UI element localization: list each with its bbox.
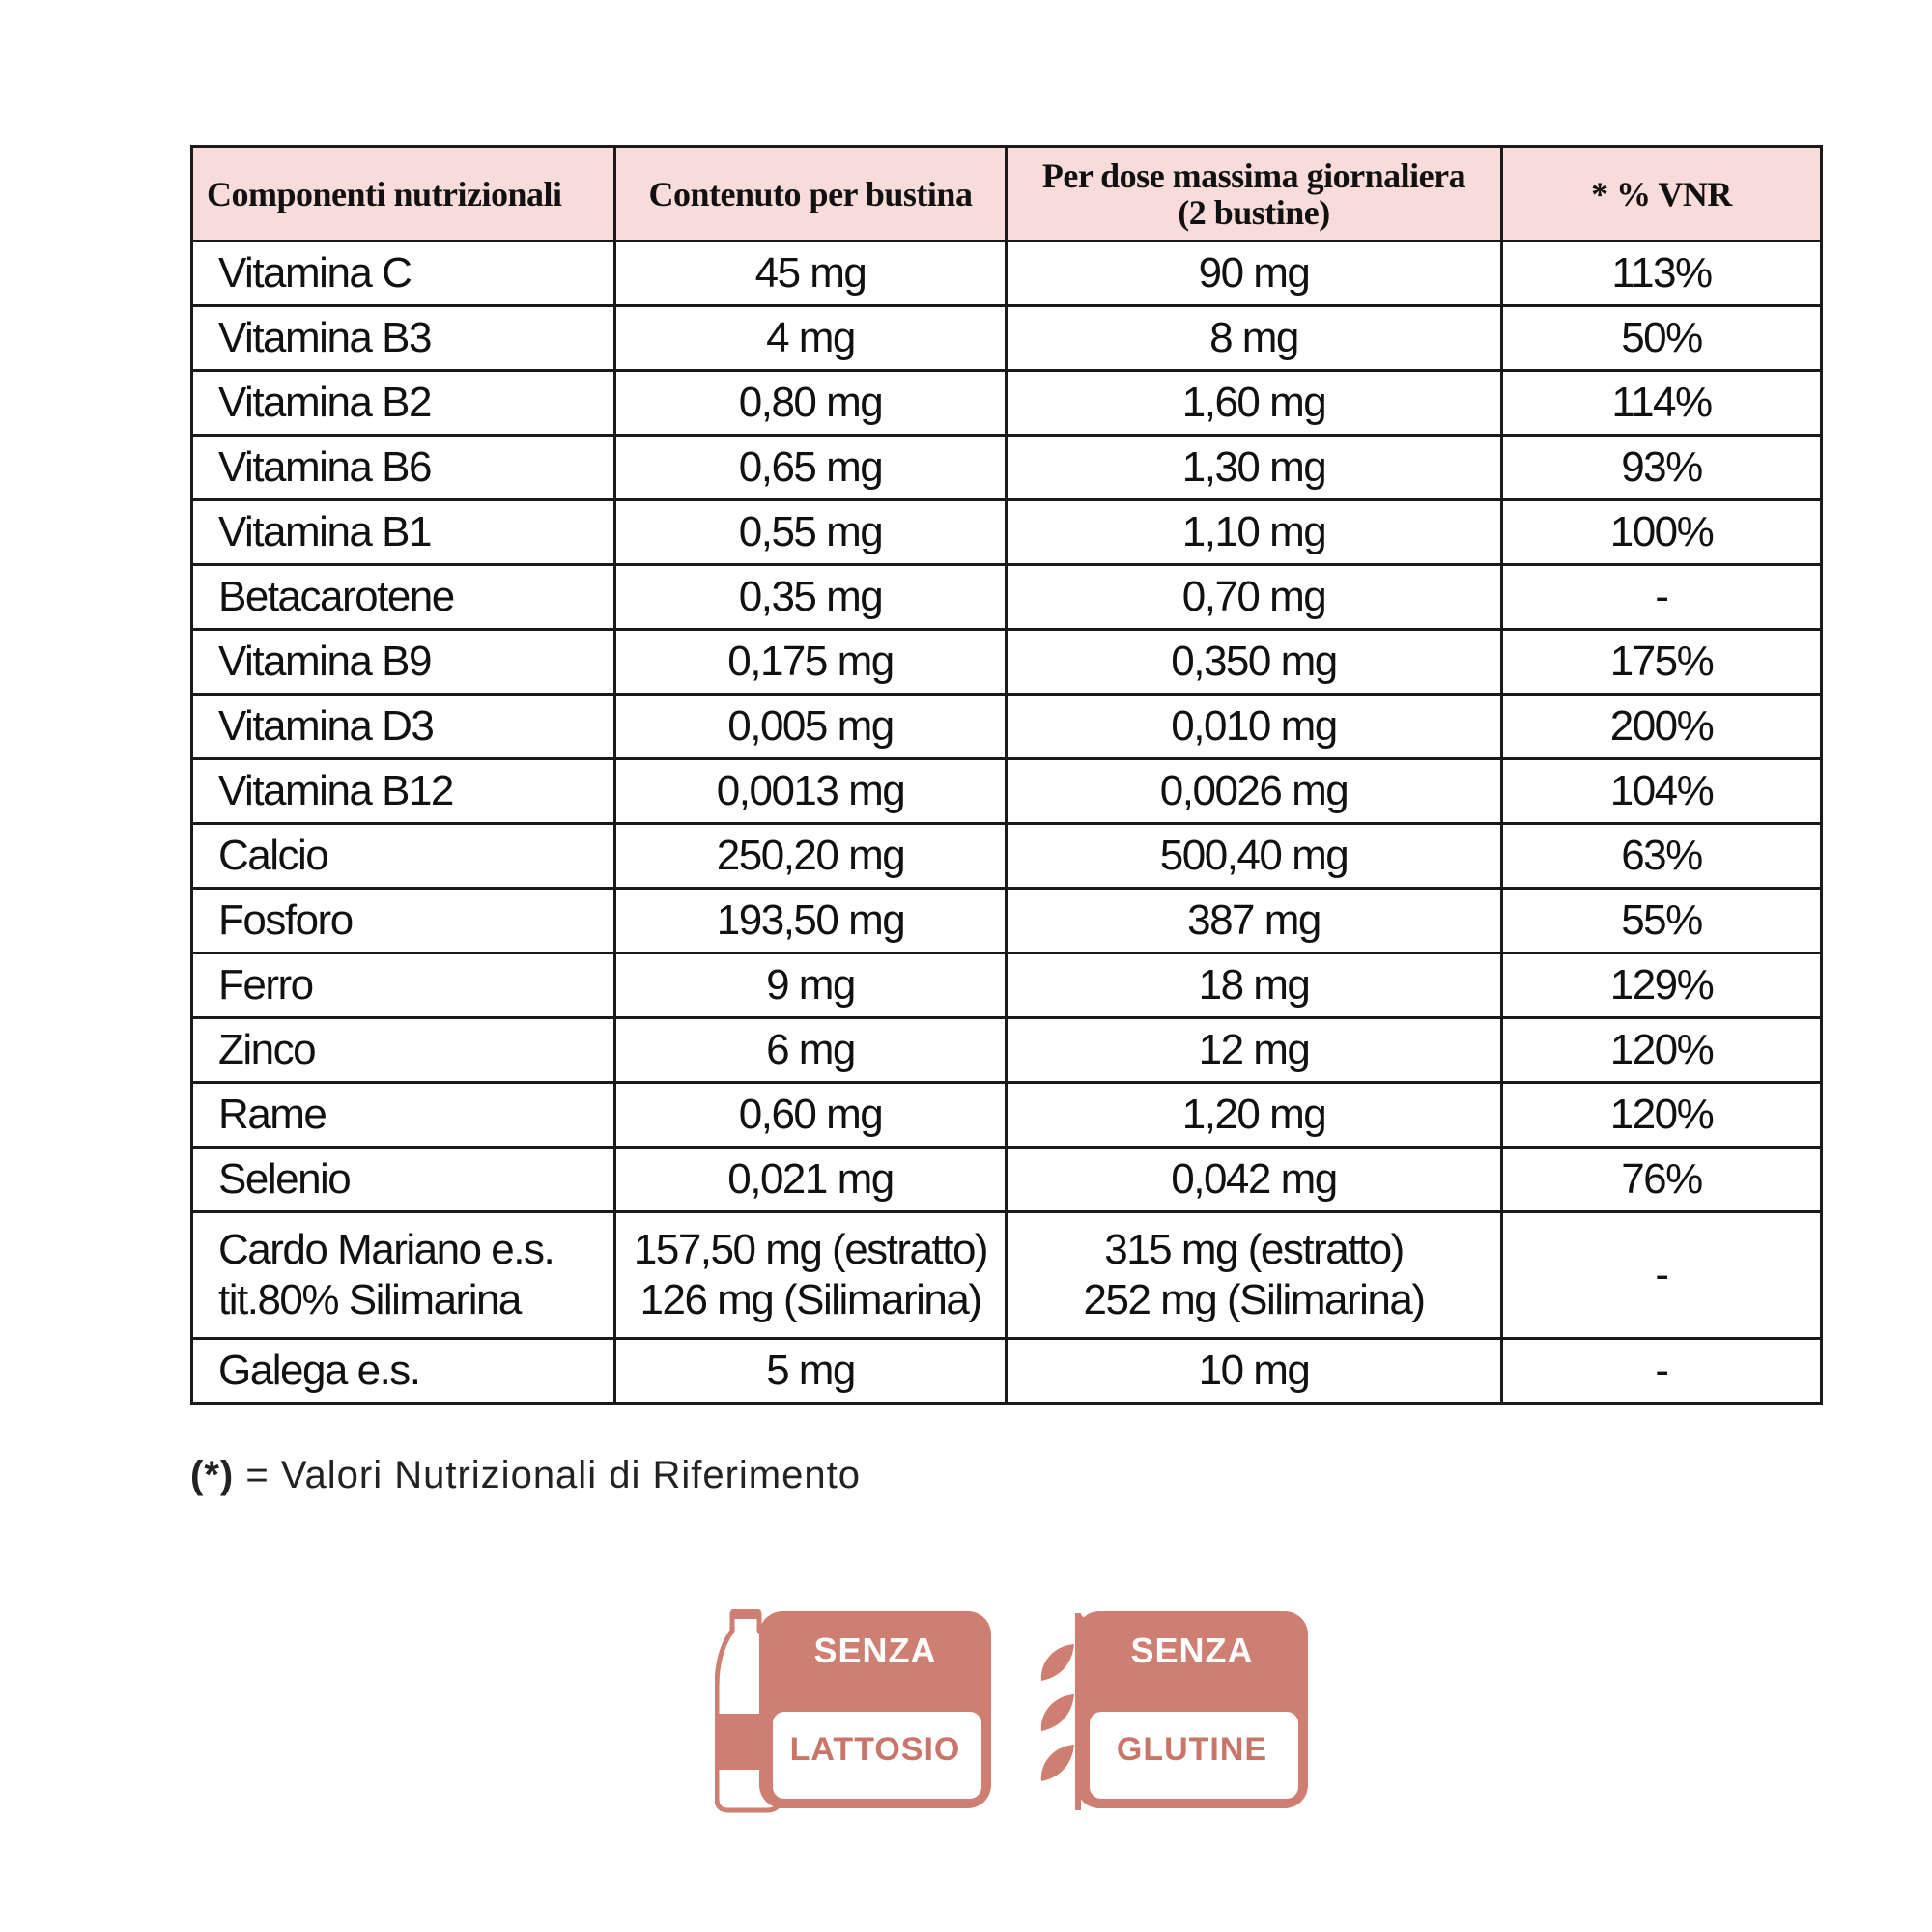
cell-per-day: 8 mg bbox=[1007, 306, 1502, 371]
cell-per-day: 12 mg bbox=[1007, 1018, 1502, 1083]
cell-component: Vitamina B6 bbox=[192, 436, 615, 500]
cell-vnr: - bbox=[1502, 1339, 1822, 1404]
cell-per-day: 1,20 mg bbox=[1007, 1083, 1502, 1148]
cell-per-sachet: 9 mg bbox=[615, 953, 1007, 1018]
cell-component: Vitamina D3 bbox=[192, 695, 615, 759]
cell-vnr: 113% bbox=[1502, 242, 1822, 306]
lactose-free-badge bbox=[715, 1605, 1005, 1818]
cell-component: Ferro bbox=[192, 953, 615, 1018]
cell-per-sachet: 0,80 mg bbox=[615, 371, 1007, 436]
table-row bbox=[192, 759, 1822, 824]
table-row bbox=[192, 1212, 1822, 1339]
cell-per-sachet: 0,60 mg bbox=[615, 1083, 1007, 1148]
cell-component: Vitamina B1 bbox=[192, 500, 615, 565]
cell-component: Galega e.s. bbox=[192, 1339, 615, 1404]
table-row bbox=[192, 1148, 1822, 1212]
table-row bbox=[192, 1083, 1822, 1148]
footnote bbox=[190, 1454, 861, 1497]
cell-vnr: 120% bbox=[1502, 1083, 1822, 1148]
cell-per-sachet: 157,50 mg (estratto) 126 mg (Silimarina) bbox=[615, 1212, 1007, 1339]
cell-vnr: 114% bbox=[1502, 371, 1822, 436]
cell-per-sachet: 193,50 mg bbox=[615, 889, 1007, 953]
header-vnr: * % VNR bbox=[1502, 147, 1822, 242]
cell-vnr: 129% bbox=[1502, 953, 1822, 1018]
table-row bbox=[192, 1339, 1822, 1404]
table-row bbox=[192, 565, 1822, 630]
cell-component: Vitamina B3 bbox=[192, 306, 615, 371]
table-row bbox=[192, 824, 1822, 889]
cell-per-day: 90 mg bbox=[1007, 242, 1502, 306]
table-row bbox=[192, 436, 1822, 500]
cell-component: Zinco bbox=[192, 1018, 615, 1083]
cell-vnr: 175% bbox=[1502, 630, 1822, 695]
cell-component: Fosforo bbox=[192, 889, 615, 953]
header-components: Componenti nutrizionali bbox=[192, 147, 615, 242]
cell-component: Betacarotene bbox=[192, 565, 615, 630]
cell-component: Vitamina B9 bbox=[192, 630, 615, 695]
cell-per-day: 0,042 mg bbox=[1007, 1148, 1502, 1212]
cell-per-sachet: 0,65 mg bbox=[615, 436, 1007, 500]
badge-bottom-label: LATTOSIO bbox=[789, 1731, 961, 1768]
cell-per-day: 1,10 mg bbox=[1007, 500, 1502, 565]
cell-component: Vitamina B12 bbox=[192, 759, 615, 824]
cell-per-sachet: 6 mg bbox=[615, 1018, 1007, 1083]
cell-vnr: - bbox=[1502, 1212, 1822, 1339]
table-row bbox=[192, 953, 1822, 1018]
nutrition-table bbox=[190, 145, 1823, 1405]
header-per-sachet: Contenuto per bustina bbox=[615, 147, 1007, 242]
cell-per-sachet: 0,005 mg bbox=[615, 695, 1007, 759]
cell-per-sachet: 250,20 mg bbox=[615, 824, 1007, 889]
cell-per-day: 0,0026 mg bbox=[1007, 759, 1502, 824]
cell-vnr: 200% bbox=[1502, 695, 1822, 759]
table-row bbox=[192, 242, 1822, 306]
cell-vnr: 63% bbox=[1502, 824, 1822, 889]
cell-per-day: 0,70 mg bbox=[1007, 565, 1502, 630]
cell-per-sachet: 0,175 mg bbox=[615, 630, 1007, 695]
table-row bbox=[192, 371, 1822, 436]
table-body bbox=[192, 242, 1822, 1404]
badge-top-label: SENZA bbox=[813, 1631, 937, 1670]
cell-per-sachet: 5 mg bbox=[615, 1339, 1007, 1404]
cell-vnr: 50% bbox=[1502, 306, 1822, 371]
cell-per-day: 1,60 mg bbox=[1007, 371, 1502, 436]
cell-component: Cardo Mariano e.s. tit.80% Silimarina bbox=[192, 1212, 615, 1339]
cell-per-sachet: 45 mg bbox=[615, 242, 1007, 306]
footnote-mark: (*) bbox=[190, 1454, 235, 1496]
cell-vnr: 104% bbox=[1502, 759, 1822, 824]
cell-component: Calcio bbox=[192, 824, 615, 889]
cell-per-day: 387 mg bbox=[1007, 889, 1502, 953]
table-row bbox=[192, 306, 1822, 371]
table-row bbox=[192, 630, 1822, 695]
cell-vnr: - bbox=[1502, 565, 1822, 630]
table-row bbox=[192, 1018, 1822, 1083]
cell-component: Vitamina C bbox=[192, 242, 615, 306]
cell-component: Selenio bbox=[192, 1148, 615, 1212]
cell-per-day: 0,010 mg bbox=[1007, 695, 1502, 759]
cell-per-sachet: 0,021 mg bbox=[615, 1148, 1007, 1212]
table-row bbox=[192, 889, 1822, 953]
table-header-row bbox=[192, 147, 1822, 242]
cell-component: Vitamina B2 bbox=[192, 371, 615, 436]
gluten-free-badge bbox=[1032, 1605, 1321, 1818]
cell-vnr: 55% bbox=[1502, 889, 1822, 953]
cell-per-sachet: 4 mg bbox=[615, 306, 1007, 371]
cell-vnr: 100% bbox=[1502, 500, 1822, 565]
table-row bbox=[192, 500, 1822, 565]
cell-per-day: 0,350 mg bbox=[1007, 630, 1502, 695]
badge-bottom-label: GLUTINE bbox=[1116, 1731, 1268, 1768]
cell-vnr: 76% bbox=[1502, 1148, 1822, 1212]
cell-component: Rame bbox=[192, 1083, 615, 1148]
cell-per-day: 10 mg bbox=[1007, 1339, 1502, 1404]
cell-per-day: 500,40 mg bbox=[1007, 824, 1502, 889]
cell-per-sachet: 0,35 mg bbox=[615, 565, 1007, 630]
cell-per-day: 315 mg (estratto) 252 mg (Silimarina) bbox=[1007, 1212, 1502, 1339]
cell-per-day: 18 mg bbox=[1007, 953, 1502, 1018]
cell-per-sachet: 0,55 mg bbox=[615, 500, 1007, 565]
cell-per-day: 1,30 mg bbox=[1007, 436, 1502, 500]
cell-per-sachet: 0,0013 mg bbox=[615, 759, 1007, 824]
cell-vnr: 93% bbox=[1502, 436, 1822, 500]
badge-top-label: SENZA bbox=[1130, 1631, 1254, 1670]
header-max-daily-dose: Per dose massima giornaliera (2 bustine) bbox=[1007, 147, 1502, 242]
footnote-text: = Valori Nutrizionali di Riferimento bbox=[245, 1454, 861, 1496]
table-row bbox=[192, 695, 1822, 759]
cell-vnr: 120% bbox=[1502, 1018, 1822, 1083]
